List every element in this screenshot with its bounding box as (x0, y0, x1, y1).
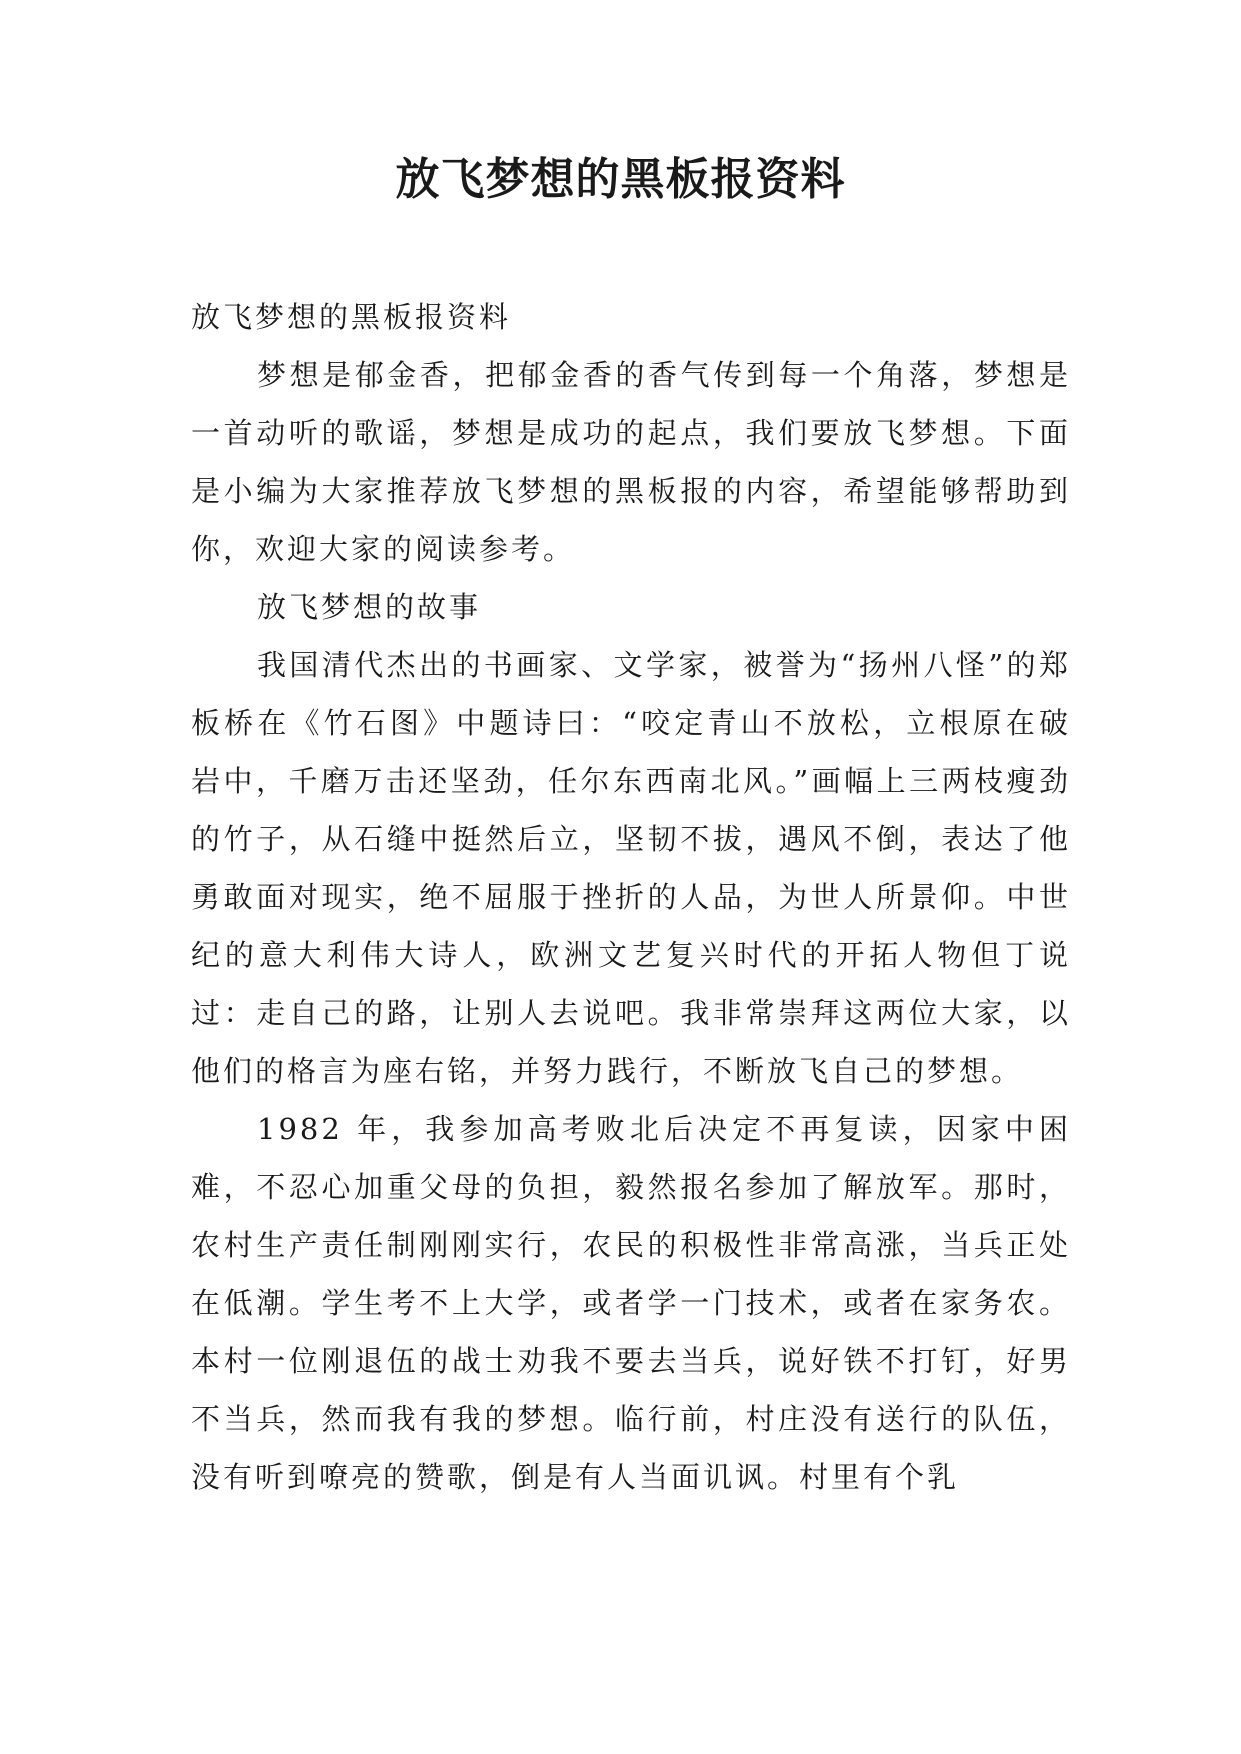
section-heading-story: 放飞梦想的故事 (257, 590, 482, 624)
paragraph-1982: 1982 年，我参加高考败北后决定不再复读，因家中困难，不忍心加重父母的负担，毅然报名参加了解放军。那时，农村生产责任制刚刚实行，农民的积极性非常高涨，当兵正处在低潮。学生考不上大学，或者学一门技术，或者在家务农。本村一位刚退伍的战士劝我不要去当兵，说好铁不打钉，好男不当兵，然而我有我的梦想。临行前，村庄没有送行的队伍，没有听到嘹亮的赞歌，倒是有人当面讥讽。村里有个乳 (191, 1112, 1071, 1494)
document-title: 放飞梦想的黑板报资料 (395, 154, 846, 205)
document-body (191, 288, 1071, 1506)
paragraph-zheng-banqiao: 我国清代杰出的书画家、文学家，被誉为“扬州八怪”的郑板桥在《竹石图》中题诗曰：“咬定青山不放松，立根原在破岩中，千磨万击还坚劲，任尔东西南北风。”画幅上三两枝瘦劲的竹子，从石缝中挺然后立，坚韧不拔，遇风不倒，表达了他勇敢面对现实，绝不屈服于挫折的人品，为世人所景仰。中世纪的意大利伟大诗人，欧洲文艺复兴时代的开拓人物但丁说过：走自己的路，让别人去说吧。我非常崇拜这两位大家，以他们的格言为座右铭，并努力践行，不断放飞自己的梦想。 (191, 648, 1071, 1088)
paragraph-intro: 梦想是郁金香，把郁金香的香气传到每一个角落，梦想是一首动听的歌谣，梦想是成功的起点，我们要放飞梦想。下面是小编为大家推荐放飞梦想的黑板报的内容，希望能够帮助到你，欢迎大家的阅读参考。 (191, 358, 1071, 566)
document-subtitle: 放飞梦想的黑板报资料 (191, 300, 512, 334)
